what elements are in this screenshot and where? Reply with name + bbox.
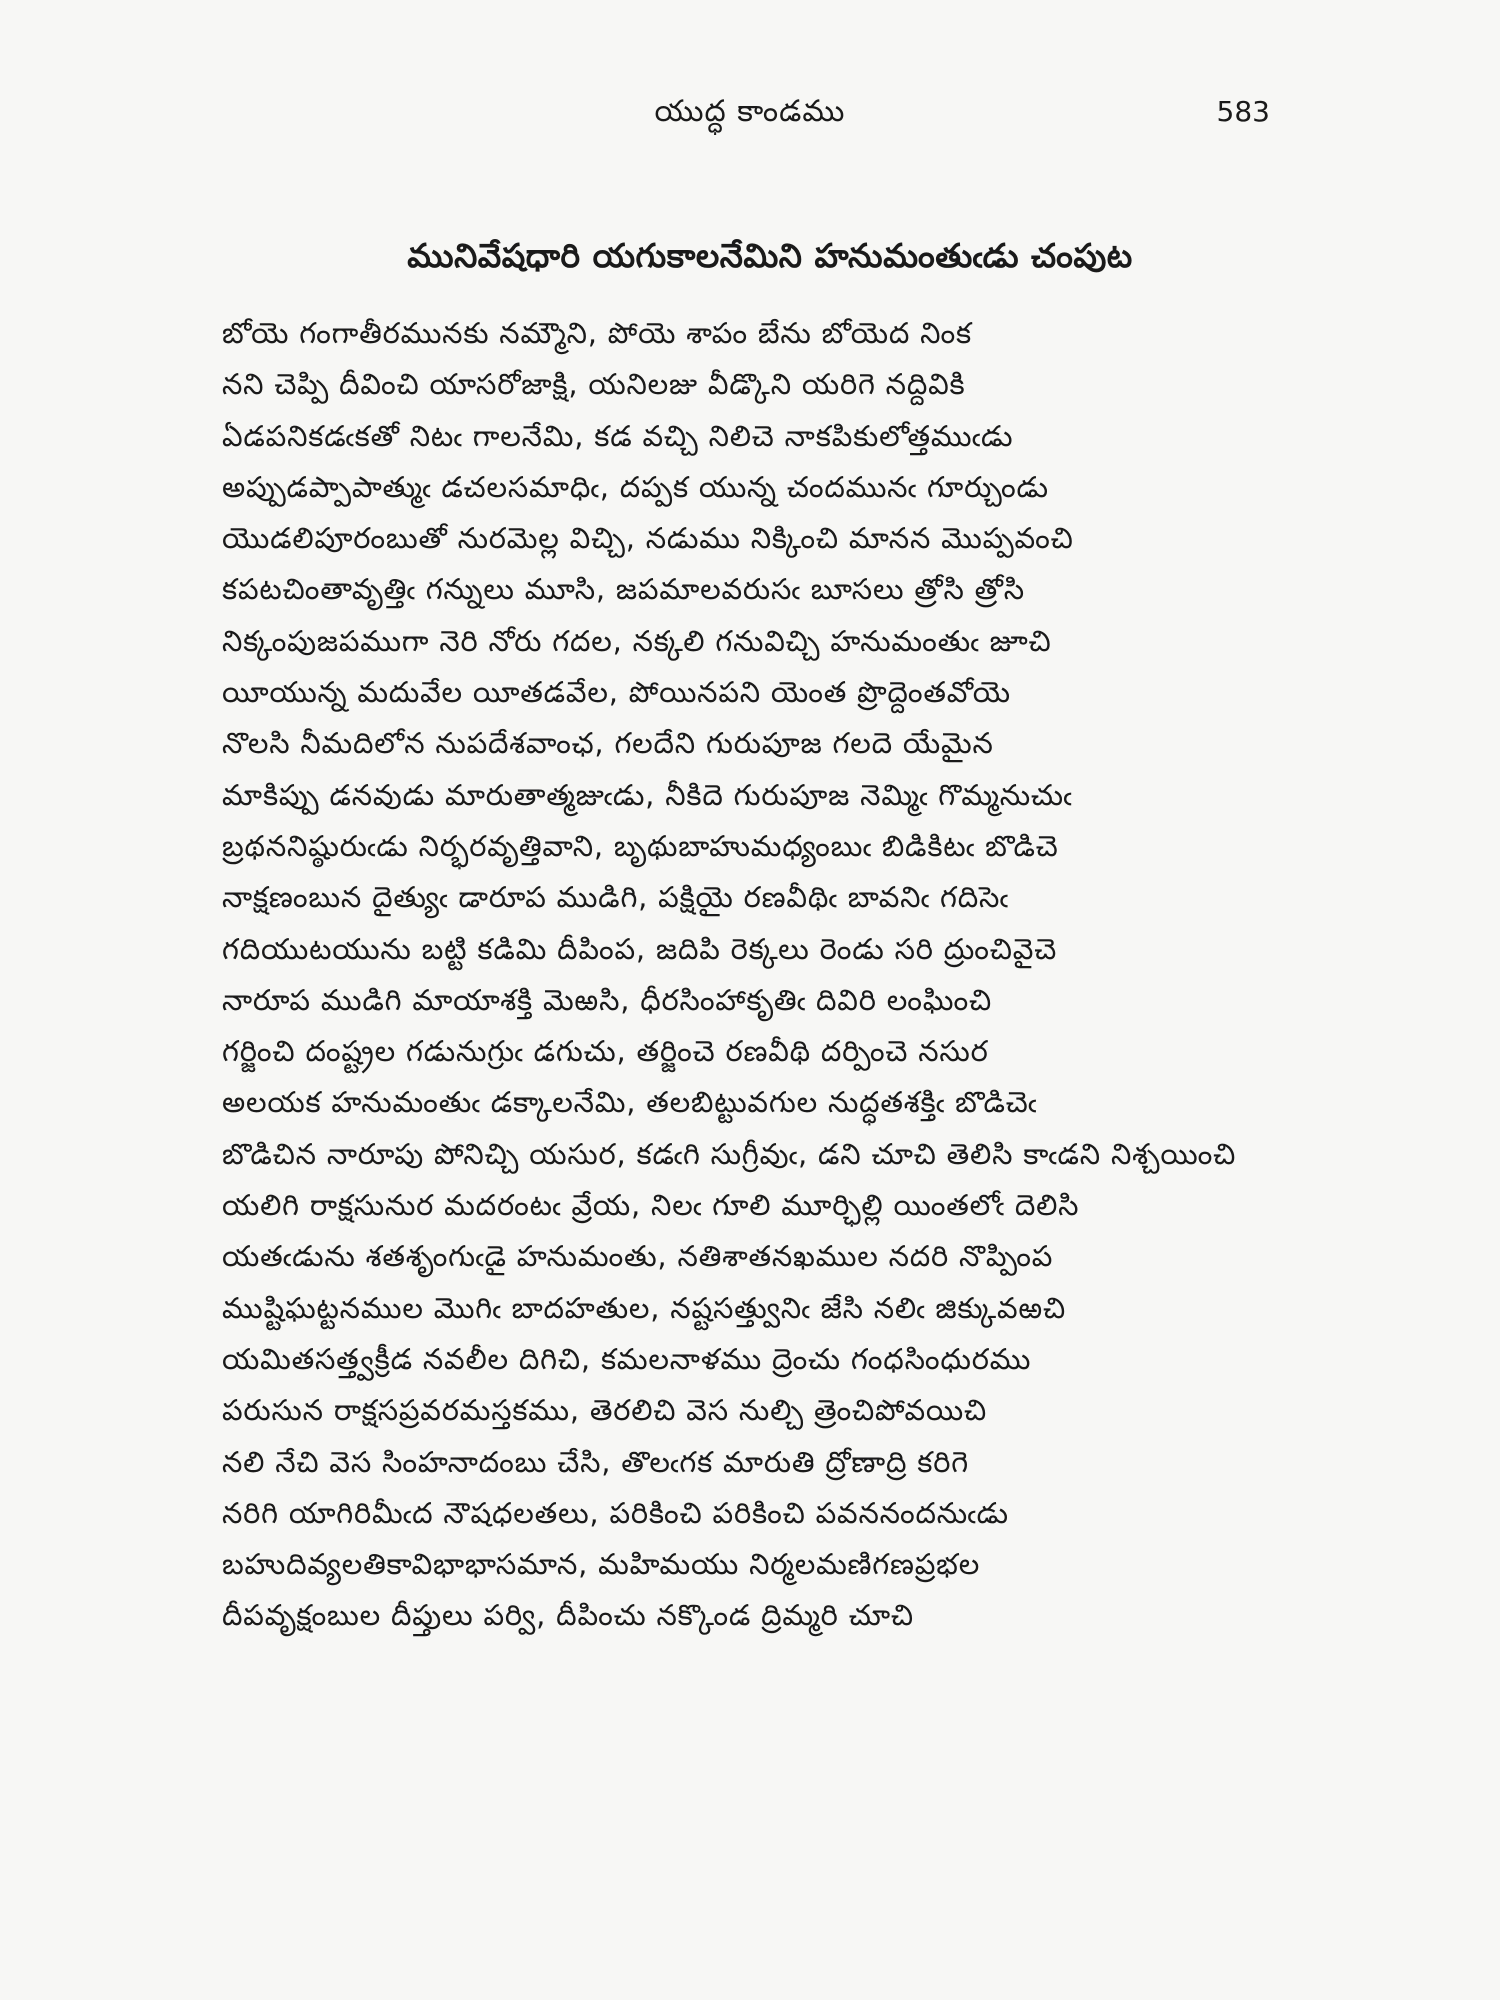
verse-line: యమితసత్త్వక్రీడ నవలీల దిగిచి, కమలనాళము ద్రెంచు గంధసింధురము (222, 1341, 1032, 1376)
verse-line: గర్జించి దంష్ట్రల గడునుగ్రుఁ డగుచు, తర్జించె రణవీథి దర్పించె నసుర (222, 1034, 989, 1069)
verse-line: నారూప ముడిగి మాయాశక్తి మెఱసి, ధీరసింహాకృతిఁ దివిరి లంఘించి (222, 982, 993, 1017)
verse-line: నలి నేచి వెస సింహనాదంబు చేసి, తొలఁగక మారుతి ద్రోణాద్రి కరిగె (222, 1444, 969, 1479)
verse-line: ముష్టిఘట్టనముల మొగిఁ బాదహతుల, నష్టసత్త్వునిఁ జేసి నలిఁ జిక్కువఱచి (222, 1290, 1067, 1325)
verse-line: యతఁడును శతశృంగుఁడై హనుమంతు, నతిశాతనఖముల నదరి నొప్పింప (222, 1239, 1054, 1274)
verse-line: బొడిచిన నారూపు పోనిచ్చి యసుర, కడఁగి సుగ్రీవుఁ, డని చూచి తెలిసి కాఁడని నిశ్చయించి (222, 1136, 1237, 1171)
verse-line: నిక్కంపుజపముగా నెరి నోరు గదల, నక్కలి గనువిచ్చి హనుమంతుఁ జూచి (222, 623, 1052, 658)
verse-line: యొడలిపూరంబుతో నురమెల్ల విచ్చి, నడుము నిక్కించి మానన మొప్పవంచి (222, 521, 1074, 556)
verse-line: అప్పుడప్పాపాత్ముఁ డచలసమాధిఁ, దప్పక యున్న చందమునఁ గూర్చుండు (222, 469, 1049, 504)
verse-line: బోయె గంగాతీరమునకు నమ్మౌని, పోయె శాపం బేను బోయెద నింక (222, 316, 972, 350)
verse-line: బ్రథననిష్ఠురుఁడు నిర్భరవృత్తివాని, బృథుబాహుమధ్యంబుఁ బిడికిటఁ బొడిచె (222, 828, 1059, 863)
verse-text (222, 308, 1302, 1642)
section-heading: మునివేషధారి యగుకాలనేమిని హనుమంతుఁడు చంపుట (407, 236, 1133, 275)
verse-line: అలయక హనుమంతుఁ డక్కాలనేమి, తలబిట్టువగుల నుద్ధతశక్తిఁ బొడిచెఁ (222, 1085, 1038, 1120)
verse-line: పరుసున రాక్షసప్రవరమస్తకము, తెరలిచి వెస నుల్చి త్రెంచిపోవయిచి (222, 1393, 987, 1428)
running-title: యుద్ధ కాండము (654, 94, 846, 129)
page-number: 583 (1216, 95, 1270, 128)
verse-line: ఏడపనికడఁకతో నిటఁ గాలనేమి, కడ వచ్చి నిలిచె నాకపికులోత్తముఁడు (222, 418, 1014, 453)
verse-line: యీయున్న మదువేల యీతడవేల, పోయినపని యెంత ప్రొద్దెంతవోయె (222, 675, 1011, 710)
verse-line: దీపవృక్షంబుల దీప్తులు పర్వి, దీపించు నక్కొండ ద్రిమ్మరి చూచి (222, 1598, 914, 1633)
verse-line: యలిగి రాక్షసునుర మదరంటఁ వ్రేయ, నిలఁ గూలి మూర్ఛిల్లి యింతలోఁ దెలిసి (222, 1188, 1080, 1223)
verse-line: నని చెప్పి దీవించి యాసరోజాక్షి, యనిలజు వీడ్కొని యరిగె నద్దివికి (222, 367, 966, 402)
verse-line: నరిగి యాగిరిమీఁద నౌషధలతలు, పరికించి పరికించి పవననందనుఁడు (222, 1495, 1009, 1530)
verse-line: గదియుటయును బట్టి కడిమి దీపింప, జదిపి రెక్కలు రెండు సరి ద్రుంచివైచె (222, 931, 1058, 966)
verse-line: కపటచింతావృత్తిఁ గన్నులు మూసి, జపమాలవరుసఁ బూసలు త్రోసి త్రోసి (222, 572, 1025, 607)
verse-line: బహుదివ్యలతికావిభాభాసమాన, మహిమయు నిర్మలమణిగణప్రభల (222, 1547, 981, 1582)
verse-line: నాక్షణంబున దైత్యుఁ డారూప ముడిగి, పక్షియై రణవీథిఁ బావనిఁ గదిసెఁ (222, 880, 1009, 915)
verse-line: మాకిప్పు డనవుడు మారుతాత్మజుఁడు, నీకిదె గురుపూజ నెమ్మిఁ గొమ్మనుచుఁ (222, 777, 1073, 812)
running-head (0, 92, 1500, 132)
verse-line: నొలసి నీమదిలోన నుపదేశవాంఛ, గలదేని గురుపూజ గలదె యేమైన (222, 726, 994, 761)
